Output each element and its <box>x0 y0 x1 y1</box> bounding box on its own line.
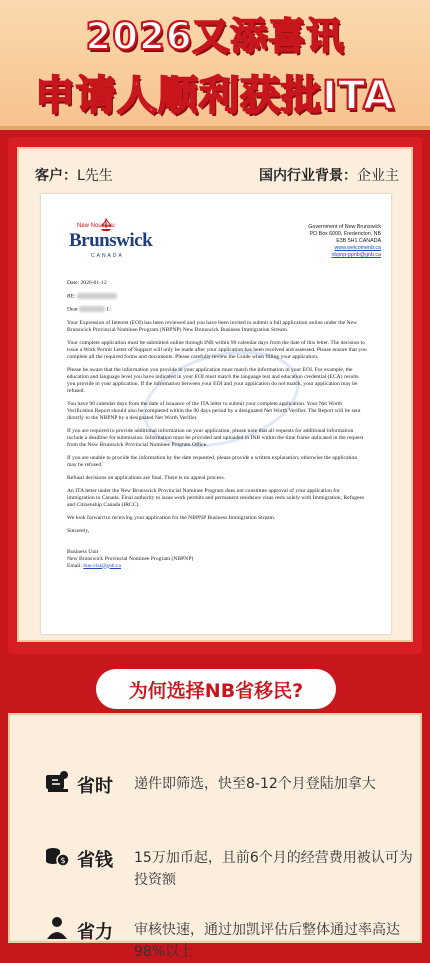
letter-paragraph: Your Expression of Interest (EOI) has been reviewed and you have been invited to submit a full application online under the New Brunswick Provincial Nominee Program (NBPNP) New Brunswick Business Immigration Stream. <box>67 319 358 333</box>
letter-re: RE: <box>67 293 367 300</box>
banner-header <box>0 0 430 130</box>
client-background: 国内行业背景：企业主 <box>259 168 399 184</box>
redacted-name <box>79 306 105 312</box>
save-effort-icon <box>44 915 70 941</box>
letter-body <box>67 280 367 570</box>
letter-paragraph: You have 90 calendar days from the date of issuance of the ITA letter to submit your complete application. Your Net Worth Verification Report should also be completed within the 90 days period by a designated Net Worth Verifier. The Report will be sent directly to the NBPNP by a designated Net Worth Verifier. <box>67 400 361 421</box>
government-address: Government of New Brunswick PO Box 6000, Fredericton, NB E3B 5H1 CANADA www.welcomenb.ca nbpnp-ppnb@gnb.ca <box>271 224 381 259</box>
client-info-row <box>35 165 399 185</box>
letter-paragraph: An ITA letter under the New Brunswick Provincial Nominee Program does not constitute approval of your application for immigration to Canada. Final authority to issue work permits and permanent residence visas rests solely with Immigration, Refugees and Citizenship Canada (IRCC). <box>67 487 365 508</box>
gov-website-link[interactable]: www.welcomenb.ca <box>334 245 381 251</box>
ita-letter-image <box>41 194 391 634</box>
headline-line2: 申请人顺利获批ITA <box>34 73 396 119</box>
svg-text:$: $ <box>60 856 66 865</box>
signature-email-link[interactable]: bus-visi@gnb.ca <box>83 562 121 569</box>
letter-signature: Business Unit New Brunswick Provincial Nominee Program (NBPNP) Email: bus-visi@gnb.ca <box>67 548 194 569</box>
letter-paragraph: Refusal decisions on applications are final. There is no appeal process. <box>67 474 226 481</box>
why-section-title: 为何选择NB省移民? <box>96 669 336 709</box>
letter-paragraph: Your complete application must be submitted online through INB within 90 calendar days from the date of this letter. The decision to issue a Work Permit Letter of Support will only be made after your application has been received and assessed. Please ensure that you complete all the required forms and documents. Please carefully review the Guide when filling your application. <box>67 339 367 360</box>
new-brunswick-logo: New Nouveau Brunswick CANADA <box>69 218 169 268</box>
letter-salutation: Dear L: <box>67 306 112 313</box>
letter-card <box>17 147 413 642</box>
letter-paragraph: If you are required to provide additional information on your application, please note that all requests for additional information include a deadline for submission. Information must be provided and uploaded in INB within the time frame indicated in the request from the New Brunswick Provincial Nominee Program Office. <box>67 427 364 448</box>
redacted-block <box>77 293 117 299</box>
save-time-icon <box>44 769 70 795</box>
letter-paragraph: If you are unable to provide the information by the date requested, please provide a written explanation; otherwise the application may be refused. <box>67 454 358 468</box>
why-benefits-card: 省时 递件即筛选，快至8-12个月登陆加拿大 $ 省钱 15万加币起，且前6个月的经营费用被认可为投资额 省力 审核快速，通过加凯评估后整体通过率高达98%以上 <box>8 713 422 943</box>
headline-line1: 2026又添喜讯 <box>85 15 345 58</box>
letter-date: Date: 2026-01-12 <box>67 280 107 286</box>
letter-closing: Sincerely, <box>67 527 90 534</box>
letter-paragraph: Please be aware that the information you provide in your application must match the information in your EOI. For example, the education and language level you have indicated in your EOI must match the language test and education credential (ECA) results you provide in your application. If the information between your EOI and your application do not match, your application may be refused. <box>67 366 359 394</box>
save-money-icon <box>44 843 70 869</box>
gov-email-link[interactable]: nbpnp-ppnb@gnb.ca <box>331 252 381 258</box>
client-name: 客户：L先生 <box>35 168 113 184</box>
letter-paragraph: We look forward to receiving your application for the NBPNP Business Immigration Stream. <box>67 514 276 521</box>
